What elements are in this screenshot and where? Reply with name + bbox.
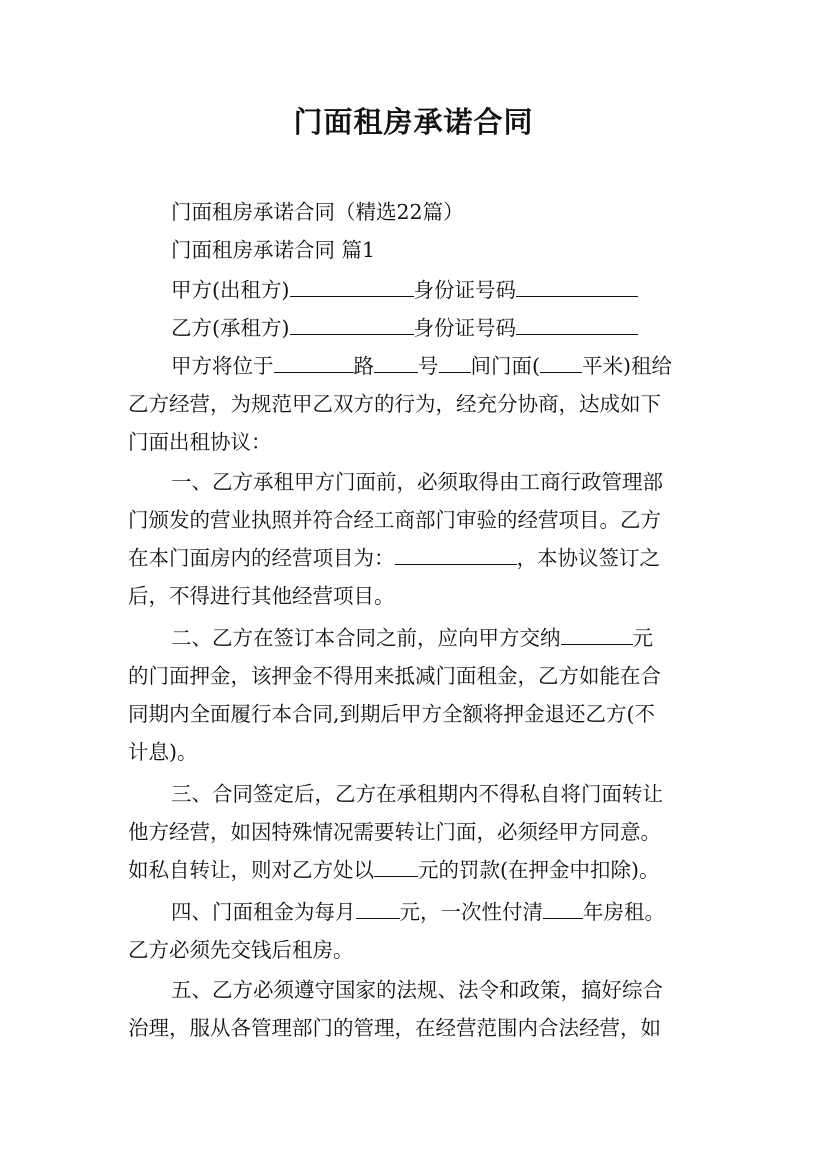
road-blank (274, 354, 354, 373)
clause1-line-2: 门颁发的营业执照并符合经工商部门审验的经营项目。乙方 (128, 508, 661, 532)
clause2-line-1 (171, 626, 751, 650)
intro-text: 甲方将位于 (171, 354, 274, 378)
party-a-name-blank (290, 278, 414, 297)
penalty-blank (374, 858, 418, 877)
years-blank (543, 900, 583, 919)
party-b-id-blank (516, 316, 638, 335)
clause3-line-1: 三、合同签定后，乙方在承租期内不得私自将门面转让 (171, 782, 663, 806)
clause2-line-4: 计息)。 (128, 740, 198, 764)
intro-text: 路 (353, 354, 374, 378)
intro-text: 平米)租给 (582, 354, 672, 378)
article-heading: 门面租房承诺合同 篇1 (171, 238, 376, 262)
clause2-line-3: 同期内全面履行本合同,到期后甲方全额将押金退还乙方(不 (128, 702, 656, 726)
clause4-text: 元，一次性付清 (399, 900, 543, 924)
party-b-label: 乙方(承租方) (171, 316, 290, 340)
area-blank (540, 354, 582, 373)
party-a-label: 甲方(出租方) (171, 278, 290, 302)
intro-line-2: 乙方经营，为规范甲乙双方的行为，经充分协商，达成如下 (128, 392, 661, 416)
business-scope-blank (395, 546, 517, 565)
party-b-id-label: 身份证号码 (413, 316, 516, 340)
monthly-rent-blank (356, 900, 400, 919)
intro-text: 号 (418, 354, 439, 378)
party-a-id-blank (516, 278, 638, 297)
party-a-id-label: 身份证号码 (413, 278, 516, 302)
clause4-text: 四、门面租金为每月 (171, 900, 356, 924)
intro-text: 间门面( (470, 354, 540, 378)
clause1-text: ，本协议签订之 (516, 546, 660, 570)
clause5-line-1: 五、乙方必须遵守国家的法规、法令和政策，搞好综合 (171, 978, 663, 1002)
clause1-text: 在本门面房内的经营项目为： (128, 546, 395, 570)
clause4-line-1 (171, 900, 751, 924)
document-title: 门面租房承诺合同 (293, 105, 534, 139)
party-b-line (171, 316, 751, 340)
clause3-text: 元的罚款(在押金中扣除)。 (418, 858, 660, 882)
room-blank (439, 354, 471, 373)
clause5-line-2: 治理，服从各管理部门的管理，在经营范围内合法经营，如 (128, 1016, 661, 1040)
clause4-line-2: 乙方必须先交钱后租房。 (128, 938, 354, 962)
clause4-text: 年房租。 (583, 900, 665, 924)
clause1-line-3 (128, 546, 708, 570)
clause3-text: 如私自转让，则对乙方处以 (128, 858, 374, 882)
intro-line-3: 门面出租协议： (128, 430, 272, 454)
intro-line-1 (171, 354, 751, 378)
clause1-line-4: 后，不得进行其他经营项目。 (128, 584, 395, 608)
clause2-line-2: 的门面押金，该押金不得用来抵减门面租金，乙方如能在合 (128, 664, 661, 688)
clause3-line-3 (128, 858, 708, 882)
number-blank (374, 354, 418, 373)
party-a-line (171, 278, 751, 302)
subtitle: 门面租房承诺合同（精选22篇） (171, 200, 464, 224)
clause2-text: 二、乙方在签订本合同之前，应向甲方交纳 (171, 626, 561, 650)
deposit-blank (561, 626, 633, 645)
party-b-name-blank (290, 316, 414, 335)
clause2-text: 元 (632, 626, 653, 650)
clause1-line-1: 一、乙方承租甲方门面前，必须取得由工商行政管理部 (171, 470, 663, 494)
clause3-line-2: 他方经营，如因特殊情况需要转让门面，必须经甲方同意。 (128, 820, 661, 844)
